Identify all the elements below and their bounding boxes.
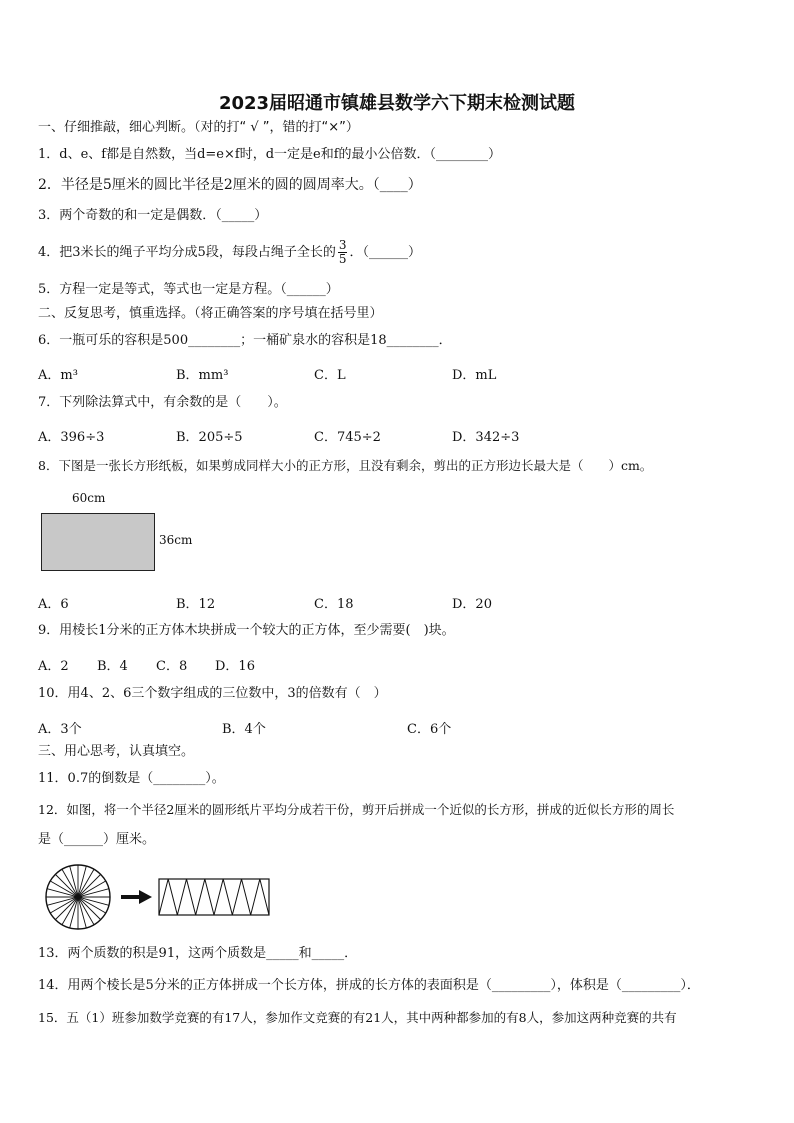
option-a: A．2 xyxy=(38,659,69,674)
fraction xyxy=(338,239,348,266)
question-6: 6．一瓶可乐的容积是500________；一桶矿泉水的容积是18________． xyxy=(38,333,452,348)
question-14: 14．用两个棱长是5分米的正方体拼成一个长方体，拼成的长方体的表面积是（_________），体积是（_________）． xyxy=(38,978,700,993)
zigzag-rectangle xyxy=(159,879,269,915)
option-d: D．342÷3 xyxy=(452,430,520,445)
option-d: D．16 xyxy=(215,659,255,674)
option-c: C．6个 xyxy=(407,722,452,737)
question-4-text: 4．把3米长的绳子平均分成5段，每段占绳子全长的 xyxy=(38,245,336,260)
rect-height-label: 36cm xyxy=(159,533,193,547)
rectangle-figure xyxy=(41,513,155,571)
option-b: B．mm³ xyxy=(176,368,229,383)
option-c: C．8 xyxy=(156,659,188,674)
question-5: 5．方程一定是等式，等式也一定是方程。（______） xyxy=(38,282,339,297)
question-11: 11．0.7的倒数是（________）。 xyxy=(38,771,225,786)
question-7: 7．下列除法算式中，有余数的是（ ）。 xyxy=(38,395,287,410)
arrow-icon xyxy=(121,890,152,904)
page-title: 2023届昭通市镇雄县数学六下期末检测试题 xyxy=(218,93,576,114)
option-d: D．mL xyxy=(452,368,497,383)
option-c: C．L xyxy=(314,368,346,383)
option-b: B．205÷5 xyxy=(176,430,243,445)
segmented-circle xyxy=(46,865,110,929)
section-2-heading: 二、反复思考，慎重选择。（将正确答案的序号填在括号里） xyxy=(38,306,383,321)
option-b: B．12 xyxy=(176,597,216,612)
option-a: A．396÷3 xyxy=(38,430,105,445)
section-1-heading: 一、仔细推敲，细心判断。（对的打“ √ ”，错的打“×”） xyxy=(38,120,359,135)
question-13: 13．两个质数的积是91，这两个质数是_____和_____． xyxy=(38,946,358,961)
question-12: 12．如图，将一个半径2厘米的圆形纸片平均分成若干份，剪开后拼成一个近似的长方形，拼成的近似长方形的周长 xyxy=(38,802,675,817)
option-a: A．3个 xyxy=(38,722,82,737)
option-a: A．6 xyxy=(38,597,69,612)
option-b: B．4个 xyxy=(222,722,266,737)
question-15: 15．五（1）班参加数学竞赛的有17人，参加作文竞赛的有21人，其中两种都参加的有8人，参加这两种竞赛的共有 xyxy=(38,1010,677,1025)
question-4 xyxy=(38,236,421,270)
question-3: 3．两个奇数的和一定是偶数．（_____） xyxy=(38,208,268,223)
option-d: D．20 xyxy=(452,597,492,612)
fraction-denominator: 5 xyxy=(338,252,347,266)
circle-to-rectangle-figure xyxy=(44,862,274,932)
option-a: A．m³ xyxy=(38,368,78,383)
option-c: C．745÷2 xyxy=(314,430,381,445)
question-4-suffix: ．（______） xyxy=(349,245,421,260)
rect-width-label: 60cm xyxy=(72,491,106,505)
question-1: 1．d、e、f都是自然数，当d=e×f时，d一定是e和f的最小公倍数．（________） xyxy=(38,147,502,162)
option-b: B．4 xyxy=(97,659,128,674)
question-8: 8．下图是一张长方形纸板，如果剪成同样大小的正方形，且没有剩余，剪出的正方形边长最大是（ ）cm。 xyxy=(38,458,653,473)
question-12-line-2: 是（______）厘米。 xyxy=(38,832,156,847)
question-9: 9．用棱长1分米的正方体木块拼成一个较大的正方体，至少需要( )块。 xyxy=(38,623,455,638)
option-c: C．18 xyxy=(314,597,354,612)
section-3-heading: 三、用心思考，认真填空。 xyxy=(38,744,195,759)
fraction-numerator: 3 xyxy=(338,238,347,252)
question-10: 10．用4、2、6三个数字组成的三位数中，3的倍数有（ ） xyxy=(38,686,387,701)
question-2: 2．半径是5厘米的圆比半径是2厘米的圆的圆周率大。（____） xyxy=(38,177,422,193)
